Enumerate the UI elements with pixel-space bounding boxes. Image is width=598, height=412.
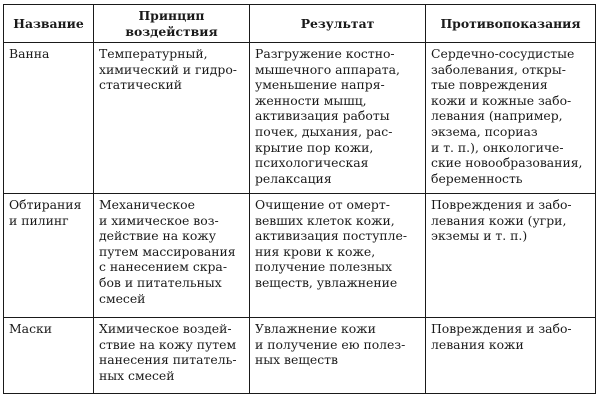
procedures-table — [3, 4, 596, 394]
cell-result: Увлажнение кожи и получение ею полез- ных веществ — [250, 318, 426, 394]
cell-contraindications: Сердечно-сосудистые заболевания, откры- тые повреждения кожи и кожные забо- левания (например, экзема, псориаз и т. п.), онкологиче- ские новообразования, беременность — [426, 43, 596, 194]
header-result: Результат — [250, 5, 426, 43]
cell-name: Ванна — [4, 43, 94, 194]
header-name: Название — [4, 5, 94, 43]
cell-result: Разгружение костно- мышечного аппарата, уменьшение напря- женности мышц, активизация работы почек, дыхания, рас- крытие пор кожи, психологическая релаксация — [250, 43, 426, 194]
header-contraindications: Противопоказания — [426, 5, 596, 43]
table-row — [4, 318, 596, 394]
table-header-row — [4, 5, 596, 43]
cell-principle: Химическое воздей- ствие на кожу путем нанесения питатель- ных смесей — [94, 318, 250, 394]
cell-name: Маски — [4, 318, 94, 394]
cell-result: Очищение от омерт- вевших клеток кожи, активизация поступле- ния крови к коже, получение полезных веществ, увлажнение — [250, 194, 426, 318]
cell-principle: Механическое и химическое воз- действие на кожу путем массирования с нанесением скра- бов и питательных смесей — [94, 194, 250, 318]
cell-name: Обтирания и пилинг — [4, 194, 94, 318]
table-row — [4, 43, 596, 194]
header-principle: Принцип воздействия — [94, 5, 250, 43]
table-row — [4, 194, 596, 318]
cell-contraindications: Повреждения и забо- левания кожи — [426, 318, 596, 394]
cell-contraindications: Повреждения и забо- левания кожи (угри, экземы и т. п.) — [426, 194, 596, 318]
cell-principle: Температурный, химический и гидро- статический — [94, 43, 250, 194]
